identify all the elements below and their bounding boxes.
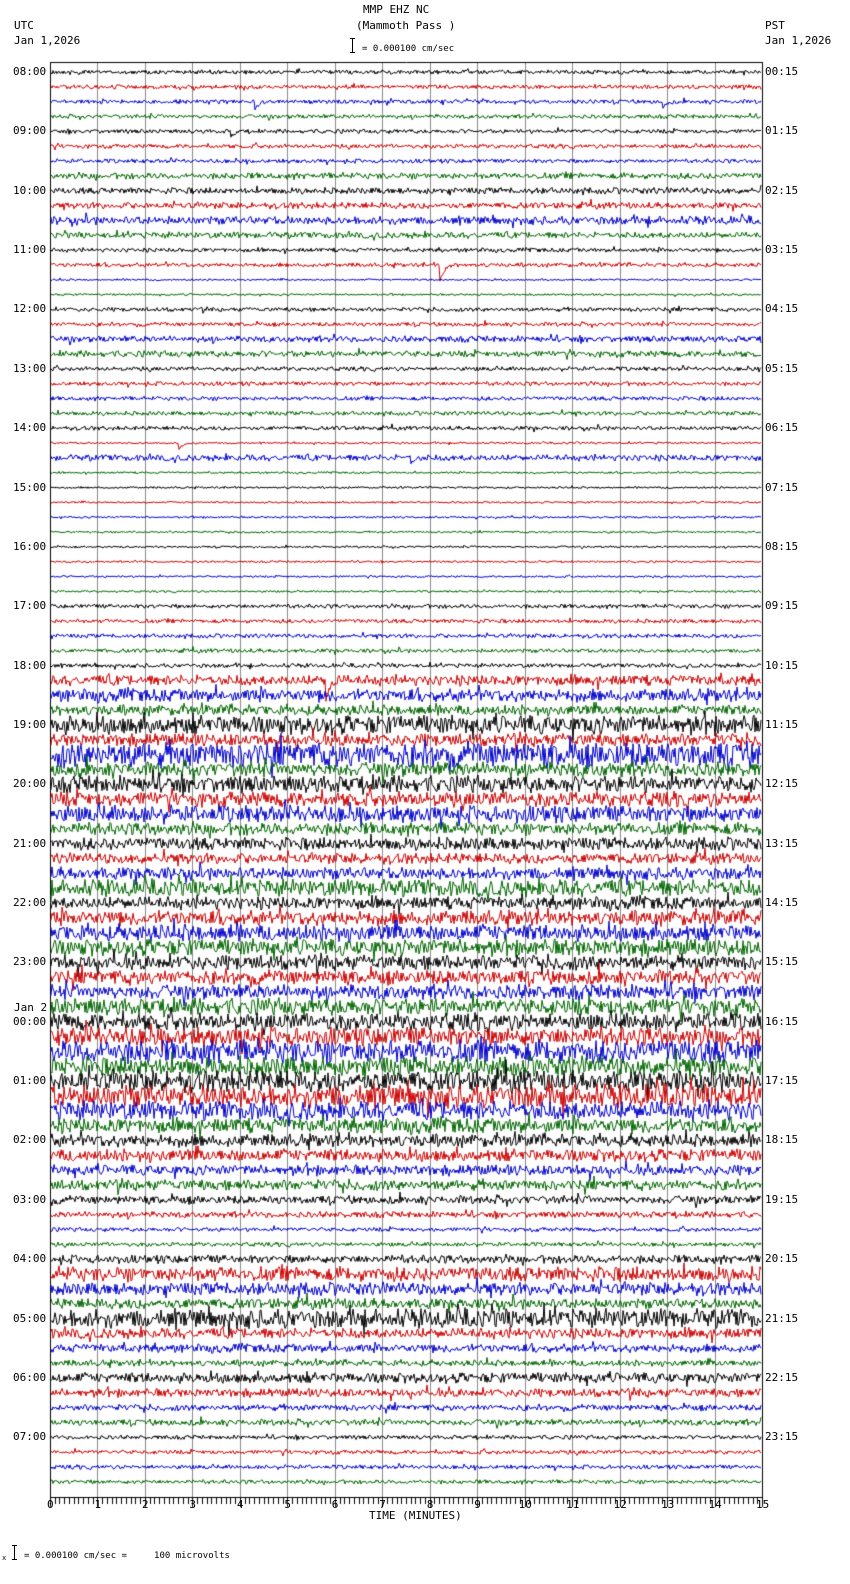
x-tick-label: 8 — [426, 1498, 434, 1511]
x-tick-label: 12 — [613, 1498, 627, 1511]
pst-hour-label: 12:15 — [765, 777, 799, 791]
utc-hour-label: 05:00 — [13, 1311, 47, 1325]
pst-hour-label: 02:15 — [765, 183, 799, 197]
utc-hour-label: 10:00 — [13, 183, 47, 197]
pst-hour-label: 19:15 — [765, 1192, 799, 1206]
utc-hour-label: 23:00 — [13, 955, 47, 969]
utc-hour-label: 03:00 — [13, 1192, 47, 1206]
utc-hour-label: 06:00 — [13, 1370, 47, 1384]
pst-hour-label: 22:15 — [765, 1370, 799, 1384]
utc-hour-label: 17:00 — [13, 599, 47, 613]
x-tick-label: 2 — [141, 1498, 149, 1511]
utc-hour-label: 22:00 — [13, 896, 47, 910]
utc-hour-label: 09:00 — [13, 124, 47, 138]
x-tick-label: 3 — [189, 1498, 197, 1511]
utc-hour-label: 20:00 — [13, 777, 47, 791]
pst-hour-label: 21:15 — [765, 1311, 799, 1325]
utc-date-change-label: Jan 2 — [14, 1000, 48, 1014]
utc-hour-label: 18:00 — [13, 658, 47, 672]
pst-hour-label: 14:15 — [765, 896, 799, 910]
utc-hour-label: 00:00 — [13, 1014, 47, 1028]
pst-hour-label: 07:15 — [765, 480, 799, 494]
utc-hour-label: 12:00 — [13, 302, 47, 316]
pst-hour-label: 05:15 — [765, 361, 799, 375]
footer-scale-note: = 0.000100 cm/sec = 100 microvolts — [24, 1551, 230, 1561]
utc-hour-label: 13:00 — [13, 361, 47, 375]
pst-hour-label: 16:15 — [765, 1014, 799, 1028]
utc-hour-label: 07:00 — [13, 1430, 47, 1444]
pst-hour-label: 03:15 — [765, 243, 799, 257]
x-tick-label: 13 — [661, 1498, 675, 1511]
pst-hour-label: 10:15 — [765, 658, 799, 672]
pst-hour-label: 23:15 — [765, 1430, 799, 1444]
pst-hour-label: 04:15 — [765, 302, 799, 316]
pst-hour-label: 17:15 — [765, 1074, 799, 1088]
pst-hour-label: 09:15 — [765, 599, 799, 613]
x-tick-label: 1 — [94, 1498, 102, 1511]
x-tick-label: 6 — [331, 1498, 339, 1511]
pst-hour-label: 06:15 — [765, 421, 799, 435]
utc-hour-label: 21:00 — [13, 836, 47, 850]
pst-hour-label: 11:15 — [765, 717, 799, 731]
x-tick-label: 7 — [379, 1498, 386, 1511]
x-tick-label: 5 — [284, 1498, 291, 1511]
x-tick-label: 11 — [566, 1498, 580, 1511]
pst-hour-label: 15:15 — [765, 955, 799, 969]
utc-hour-label: 11:00 — [13, 243, 47, 257]
utc-hour-label: 04:00 — [13, 1252, 47, 1266]
utc-hour-label: 15:00 — [13, 480, 47, 494]
utc-hour-label: 08:00 — [13, 65, 47, 78]
x-tick-label: 15 — [756, 1498, 770, 1511]
x-tick-label: 14 — [708, 1498, 722, 1511]
footer-prefix: x — [2, 1554, 7, 1562]
footer-scale-bar-icon — [14, 1545, 15, 1560]
pst-hour-label: 13:15 — [765, 836, 799, 850]
utc-hour-label: 02:00 — [13, 1133, 47, 1147]
utc-hour-label: 01:00 — [13, 1074, 47, 1088]
pst-hour-label: 20:15 — [765, 1252, 799, 1266]
pst-hour-label: 01:15 — [765, 124, 799, 138]
x-tick-label: 0 — [47, 1498, 54, 1511]
x-tick-label: 4 — [236, 1498, 244, 1511]
utc-hour-label: 14:00 — [13, 421, 47, 435]
pst-hour-label: 18:15 — [765, 1133, 799, 1147]
utc-hour-label: 19:00 — [13, 717, 47, 731]
x-axis-label: TIME (MINUTES) — [369, 1509, 462, 1522]
pst-hour-label: 00:15 — [765, 65, 799, 78]
x-tick-label: 9 — [474, 1498, 481, 1511]
x-tick-label: 10 — [518, 1498, 532, 1511]
utc-hour-label: 16:00 — [13, 539, 47, 553]
pst-hour-label: 08:15 — [765, 539, 799, 553]
